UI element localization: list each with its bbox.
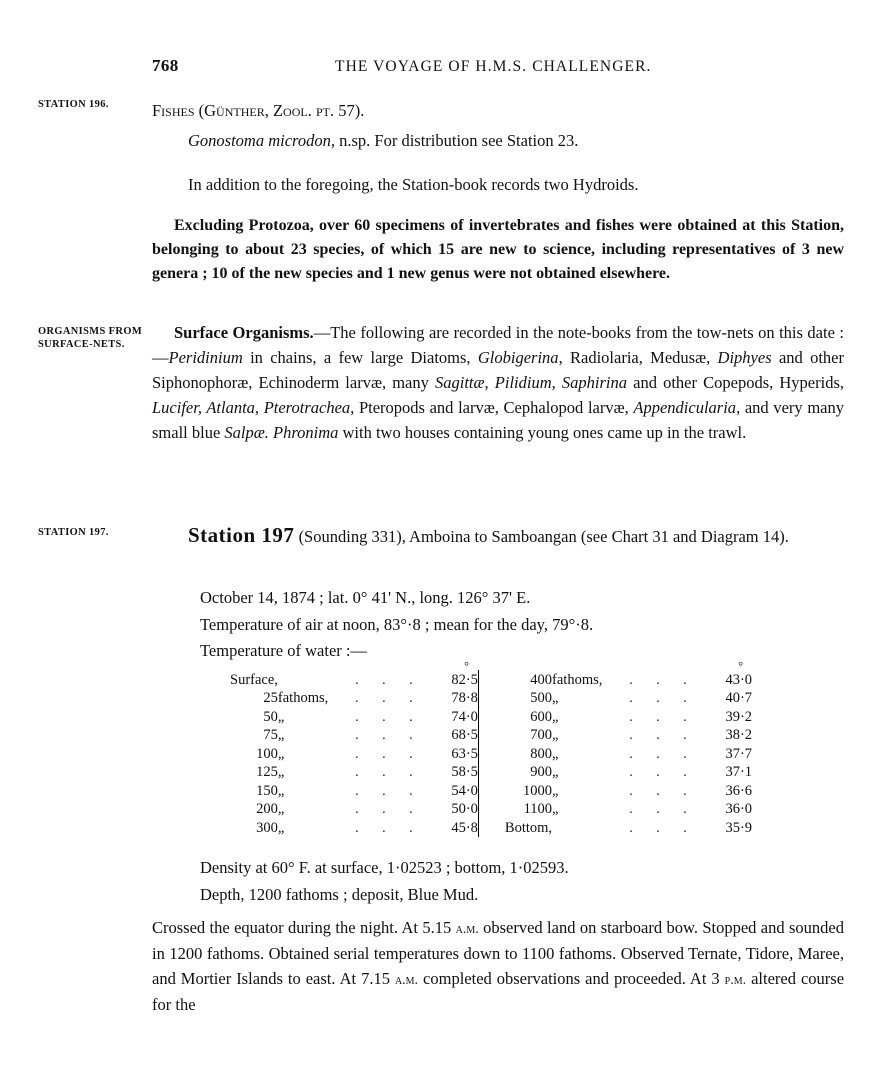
right-unit-2: „ — [552, 708, 559, 725]
diphyes-italic: Diphyes — [717, 348, 772, 368]
right-unit-7: „ — [552, 801, 559, 817]
left-dots-8: . . . — [355, 820, 423, 836]
left-dots-4: . . . — [355, 746, 423, 762]
left-unit-2: „ — [277, 708, 285, 725]
right-unit-5: „ — [552, 764, 559, 780]
left-depth-6: 150 — [256, 782, 278, 799]
running-title: THE VOYAGE OF H.M.S. CHALLENGER. — [335, 58, 652, 75]
right-unit-0: fathoms, — [552, 671, 603, 688]
right-dots-0: . . . — [629, 672, 697, 688]
table-divider — [478, 800, 505, 819]
table-divider — [478, 744, 505, 763]
surface-text-2: in chains, a few large Diatoms, — [242, 348, 478, 368]
salpae-italic: Salpæ. — [224, 423, 269, 443]
right-value-4: 37·7 — [725, 745, 753, 762]
station-water-temp-label: Temperature of water :— — [200, 641, 367, 661]
hydroids-text: In addition to the foregoing, the Station-book records two Hydroids. — [188, 175, 639, 194]
gonostoma-paragraph — [152, 128, 844, 153]
table-row — [230, 763, 752, 782]
right-value-2: 39·2 — [725, 708, 753, 725]
table-divider — [478, 689, 505, 708]
right-depth-0: 400 — [530, 671, 553, 688]
table-row — [230, 781, 752, 800]
right-value-6: 36·6 — [725, 782, 753, 799]
right-unit-3: „ — [552, 727, 559, 743]
sidenote-station-197: STATION 197. — [38, 527, 109, 538]
right-dots-2: . . . — [629, 709, 697, 725]
right-value-1: 40·7 — [725, 690, 753, 706]
depth-line: Depth, 1200 fathoms ; deposit, Blue Mud. — [200, 884, 479, 904]
right-unit-8 — [552, 818, 624, 837]
table-row — [230, 689, 752, 708]
left-dots-0: . . . — [355, 672, 423, 688]
sagittae-pilidium-saphirina-italic: Sagittæ, Pilidium, Saphirina — [435, 373, 627, 393]
left-unit-5: „ — [277, 764, 285, 780]
surface-text-6: , Pteropods and larvæ, Cephalopod larvæ, — [350, 398, 634, 418]
right-dots-5: . . . — [629, 765, 697, 780]
right-depth-8: Bottom, — [504, 819, 553, 836]
left-unit-6: „ — [277, 782, 285, 799]
left-value-3: 68·5 — [451, 727, 478, 743]
left-value-2: 74·0 — [451, 708, 478, 725]
density-line: Density at 60° F. at surface, 1·02523 ; bottom, 1·02593. — [200, 858, 569, 877]
right-dots-4: . . . — [629, 746, 697, 762]
summary-paragraph — [152, 214, 844, 286]
left-depth-8: 300 — [256, 819, 278, 836]
right-dots-8: . . . — [629, 820, 697, 836]
temperature-table — [230, 670, 790, 837]
hydroids-paragraph — [152, 172, 844, 197]
narrative-text-b: observed land on starboard bow. Stopped and sounded in 1200 fathoms. Obtained serial temperatures down to 1100 fathoms. Observed Ternate, Tidore, Maree, and Mortier Islands to east. At 7.15 — [152, 918, 844, 989]
station-date-line: October 14, 1874 ; lat. 0° 41' N., long. 126° 37' E. — [200, 588, 531, 607]
left-depth-0: Surface, — [230, 671, 278, 688]
station-197-heading — [152, 520, 844, 552]
right-depth-4: 800 — [530, 745, 553, 762]
right-value-8: 35·9 — [725, 819, 753, 836]
surface-organisms-heading: Surface Organisms. — [174, 323, 314, 342]
summary-text: Excluding Protozoa, over 60 specimens of invertebrates and fishes were obtained at this Station, belonging to about 23 species, of which 15 are new to science, including representatives of 3 new genera ; 10 of the new species and 1 new genus were not obtained elsewhere. — [152, 217, 844, 282]
left-value-8: 45·8 — [451, 819, 478, 836]
surface-organisms-paragraph — [152, 320, 844, 445]
left-dots-7: . . . — [355, 802, 423, 817]
left-depth-5: 125 — [256, 764, 278, 780]
peridinium-italic: Peridinium — [168, 348, 243, 368]
right-dots-7: . . . — [629, 802, 697, 817]
left-unit-7: „ — [277, 801, 285, 817]
left-dots-5: . . . — [355, 765, 423, 780]
narrative-text-a: Crossed the equator during the night. At 5.15 — [152, 918, 456, 937]
right-depth-3: 700 — [530, 727, 553, 743]
surface-text-7: , and very many small blue — [152, 398, 844, 443]
surface-text-3: , Radiolaria, Medusæ, — [558, 348, 718, 368]
right-unit-6: „ — [552, 782, 559, 799]
fishes-label: Fishes (Günther, Zool. pt. 57). — [152, 101, 365, 120]
phronima-italic: Phronima — [273, 423, 339, 443]
narrative-text-d: altered course for the — [152, 969, 845, 1014]
table-divider — [478, 763, 505, 782]
left-unit-1: fathoms, — [277, 690, 329, 706]
left-value-4: 63·5 — [451, 745, 478, 762]
table-divider — [478, 818, 505, 837]
left-unit-0 — [278, 670, 350, 689]
left-unit-4: „ — [277, 745, 285, 762]
gonostoma-species: Gonostoma microdon, — [188, 131, 335, 150]
right-value-7: 36·0 — [725, 801, 753, 817]
right-value-3: 38·2 — [725, 727, 753, 743]
station-air-temp-line: Temperature of air at noon, 83°·8 ; mean for the day, 79°·8. — [200, 614, 594, 634]
narrative-pm-1: p.m. — [724, 973, 747, 989]
right-value-5: 37·1 — [725, 764, 753, 780]
left-dots-1: . . . — [355, 691, 423, 706]
left-value-1: 78·8 — [451, 690, 478, 706]
narrative-am-1: a.m. — [455, 922, 479, 937]
temperature-table-body — [230, 670, 752, 837]
page-number: 768 — [152, 56, 179, 75]
lucifer-atlanta-pterotrachea-italic: Lucifer, Atlanta, Pterotrachea — [152, 398, 351, 418]
table-divider — [478, 781, 505, 800]
table-row — [230, 818, 752, 837]
left-depth-3: 75 — [263, 727, 278, 743]
left-value-7: 50·0 — [451, 801, 478, 817]
narrative-text-c: completed observations and proceeded. At 3 — [418, 969, 725, 989]
left-value-6: 54·0 — [451, 782, 478, 799]
page-header — [0, 56, 880, 78]
fishes-paragraph — [152, 98, 844, 123]
surface-text-9: with two houses containing young ones came up in the trawl. — [338, 423, 747, 443]
left-dots-6: . . . — [355, 783, 423, 799]
station-197-title: Station 197 — [188, 523, 295, 547]
narrative-paragraph — [152, 915, 844, 1018]
table-row — [230, 726, 752, 745]
table-divider — [478, 670, 505, 689]
narrative-am-2: a.m. — [394, 973, 419, 989]
left-dots-2: . . . — [355, 709, 423, 725]
right-depth-6: 1000 — [523, 782, 553, 799]
table-row — [230, 800, 752, 819]
appendicularia-italic: Appendicularia — [633, 398, 737, 418]
left-depth-7: 200 — [256, 801, 278, 817]
gonostoma-distribution: n.sp. For distribution see Station 23. — [334, 131, 579, 150]
left-depth-1: 25 — [263, 690, 278, 706]
right-unit-1: „ — [552, 690, 559, 706]
left-depth-4: 100 — [256, 745, 278, 762]
right-value-0: ° 43·0 — [702, 670, 752, 689]
right-depth-7: 1100 — [523, 801, 553, 817]
right-dots-6: . . . — [629, 783, 697, 799]
sidenote-station-196: STATION 196. — [38, 99, 109, 110]
left-unit-8: „ — [277, 819, 285, 836]
temperature-table-grid — [230, 670, 752, 837]
station-197-subtitle: (Sounding 331), Amboina to Samboangan (see Chart 31 and Diagram 14). — [294, 527, 789, 546]
left-value-0: ° 82·5 — [428, 670, 479, 689]
right-dots-3: . . . — [629, 728, 697, 743]
right-dots-1: . . . — [629, 691, 697, 706]
left-depth-2: 50 — [263, 708, 278, 725]
table-divider — [478, 707, 505, 726]
density-depth-block — [152, 855, 844, 908]
surface-text-4: and other Siphonophoræ, Echinoderm larvæ, many — [152, 348, 844, 393]
globigerina-italic: Globigerina — [477, 348, 559, 368]
left-unit-3: „ — [277, 727, 285, 743]
table-row — [230, 707, 752, 726]
left-dots-3: . . . — [355, 728, 423, 743]
left-value-5: 58·5 — [451, 764, 478, 780]
right-depth-1: 500 — [530, 690, 553, 706]
table-row — [230, 670, 752, 689]
station-197-metadata — [152, 585, 844, 665]
right-depth-5: 900 — [530, 764, 553, 780]
surface-text-5: and other Copepods, Hyperids, — [626, 373, 844, 393]
surface-text-1: —The following are recorded in the note-books from the tow-nets on this date :— — [152, 323, 844, 368]
right-depth-2: 600 — [530, 708, 553, 725]
right-unit-4: „ — [552, 745, 559, 762]
sidenote-organisms-surface-nets: ORGANISMS FROM SURFACE-NETS. — [38, 326, 143, 350]
table-row — [230, 744, 752, 763]
table-divider — [478, 726, 505, 745]
